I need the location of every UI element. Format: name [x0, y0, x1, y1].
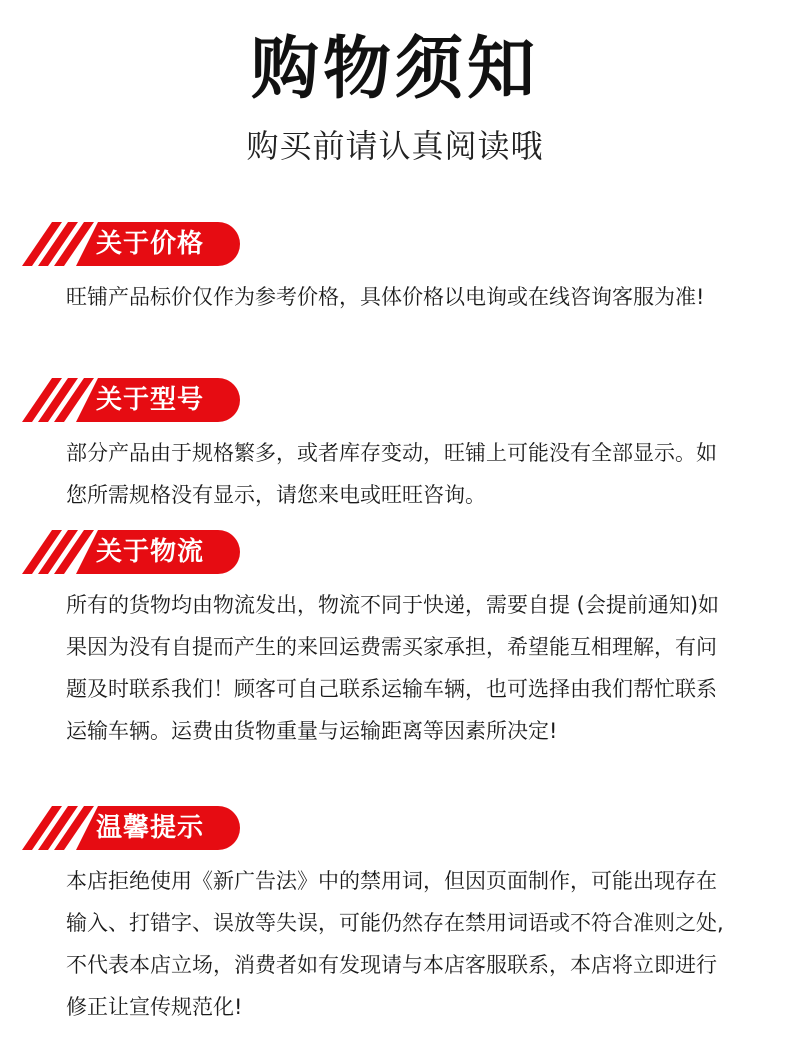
page-title: 购物须知	[250, 30, 539, 109]
section-heading: 关于型号	[96, 385, 205, 415]
section-heading: 关于价格	[96, 229, 205, 259]
section-text: 旺铺产品标价仅作为参考价格，具体价格以电询或在线咨询客服为准!	[66, 285, 705, 309]
section-text: 所有的货物均由物流发出，物流不同于快递，需要自提 (会提前通知)如果因为没有自提而产生的来回运费需买家承担，希望能互相理解，有问题及时联系我们！顾客可自己联系运输车辆，也可选择由我们帮忙联系运输车辆。运费由货物重量与运输距离等因素所决定!	[66, 593, 720, 743]
section-logistics	[0, 530, 790, 752]
section-header	[0, 378, 790, 422]
section-header	[0, 806, 790, 850]
section-model	[0, 378, 790, 516]
section-heading: 关于物流	[96, 537, 205, 567]
section-tips	[0, 806, 790, 1028]
section-header	[0, 222, 790, 266]
section-price	[0, 222, 790, 318]
section-heading: 温馨提示	[96, 813, 205, 843]
section-text: 本店拒绝使用《新广告法》中的禁用词，但因页面制作，可能出现存在输入、打错字、误放等失误，可能仍然存在禁用词语或不符合准则之处,不代表本店立场，消费者如有发现请与本店客服联系，本店将立即进行修正让宣传规范化!	[66, 869, 724, 1019]
page-subtitle: 购买前请认真阅读哦	[246, 127, 544, 165]
section-header	[0, 530, 790, 574]
section-text: 部分产品由于规格繁多，或者库存变动，旺铺上可能没有全部显示。如您所需规格没有显示，请您来电或旺旺咨询。	[66, 441, 717, 507]
